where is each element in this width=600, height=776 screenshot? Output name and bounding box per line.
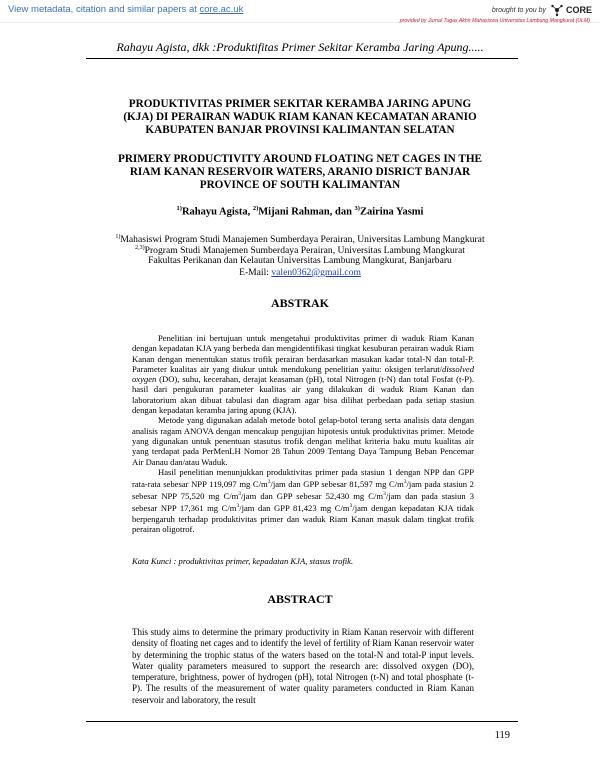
title-en-line-2: RIAM KANAN RESERVOIR WATERS, ARANIO DISRICT BANJAR	[129, 166, 471, 178]
keywords: Kata Kunci : produktivitas primer, kepadatan KJA, stasus trofik.	[132, 556, 354, 566]
abstract-paragraph-1: This study aims to determine the primary productivity in Riam Kanan reservoir with different density of floating net cages and to identify the level of fertility of Riam Kanan reservoir water by determining the trophic status of the waters based on the total-N and total-P input levels. Water quality parameters measured to support the research are: dissolved oxygen (DO), temperature, brightness, power of hydrogen (pH), total Nitrogen (t-N) and total phosphate (t-P). The results of the measurement of water quality parameters conducted in Riam Kanan reservoir and laboratory, the result	[132, 627, 474, 705]
footer-rule	[86, 721, 518, 722]
abstrak-p3-f: /jam dan GPP 81,423 mg C/m	[239, 503, 350, 514]
core-logo-icon	[550, 3, 564, 17]
affiliation-2-text: Program Studi Manajemen Sumberdaya Perairan, Universitas Lambung Mangkurat	[144, 245, 465, 257]
abstrak-paragraph-2: Metode yang digunakan adalah metode botol gelap-botol terang serta analisis data dengan analisis ragam ANOVA dengan mencakup pengujian hipotesis untuk produktivitas primer. Metode yang digunakan untuk penentuan stasutus trofik dengan melihat kriteria baku mutu kualitas air yang terdapat pada PerMenLH Nomor 28 Tahun 2009 Tentang Daya Tampung Beban Pencemar Air Danau dan/atau Waduk.	[132, 415, 474, 467]
abstrak-p3-b: /jam dan GPP sebesar 81,597 mg C/m	[270, 479, 404, 490]
title-id-line-2: (KJA) DI PERAIRAN WADUK RIAM KANAN KECAMATAN ARANIO	[123, 111, 477, 123]
abstrak-p3-sup3: 3	[238, 491, 242, 498]
email-label: E-Mail:	[239, 267, 272, 278]
abstrak-p3-sup5: 3	[236, 503, 240, 510]
abstract-heading: ABSTRACT	[267, 592, 333, 606]
core-link[interactable]: core.ac.uk	[199, 4, 244, 15]
affiliation-2-sup: 2,3)	[135, 245, 145, 251]
abstrak-p3-sup2: 3	[403, 479, 407, 486]
abstrak-heading: ABSTRAK	[270, 296, 329, 310]
author-1: Rahayu Agista,	[181, 206, 253, 218]
abstrak-p3-sup1: 3	[267, 479, 271, 486]
core-logo	[550, 3, 592, 17]
abstrak-p3-sup4: 3	[383, 491, 386, 498]
abstrak-paragraph-3	[132, 467, 474, 534]
abstrak-p3-e: /jam dan pada stasiun 3 sebesar NPP 17,361 mg C/m	[132, 491, 475, 514]
header-rule	[86, 58, 518, 59]
provided-by-text: provided by Jurnal Tugas Akhir Mahasiswa Universitas Lambung Mangkurat (ULM)	[399, 18, 590, 24]
author-2: Mijani Rahman, dan	[258, 206, 355, 218]
abstrak-paragraph-1	[132, 333, 474, 415]
abstract-body	[132, 627, 474, 706]
email-line	[60, 267, 540, 279]
title-indonesian	[80, 98, 520, 137]
abstrak-p3-g: /jam dengan kepadatan KJA tidak berpengaruh terhadap produktivitas primer dan waduk Riam Kanan masuk dalam tingkat trofik perairan oligotrof.	[132, 503, 475, 534]
abstrak-p1-text-a: Penelitian ini bertujuan untuk mengetahui produktivitas primer di waduk Riam Kanan dengan kepadatan KJA yang berbeda dan mengidentifikasi tingkat kesuburan perairan waduk Riam Kanan dengan menentukan status trofik perairan berdasarkan masukan kadar total-N dan total-P. Parameter kualitas air yang diukur untuk mendukung penelitian yaitu: oksigen terlarut/	[132, 333, 474, 374]
title-en-line-1: PRIMERY PRODUCTIVITY AROUND FLOATING NET CAGES IN THE	[118, 153, 482, 165]
abstrak-p3-d: /jam dan GPP sebesar 52,430 mg C/m	[241, 491, 384, 502]
abstrak-p1-italic: dissolved oxygen	[132, 363, 474, 385]
title-id-line-1: PRODUKTIVITAS PRIMER SEKITAR KERAMBA JARING APUNG	[128, 98, 472, 110]
metadata-link-line	[8, 4, 243, 15]
authors	[80, 205, 520, 218]
brought-by-text: brought to you by	[491, 6, 546, 14]
abstrak-p3-a: Hasil penelitian menunjukkan produktivitas primer pada stasiun 1 dengan NPP dan GPP rata-rata sebesar NPP 119,097 mg C/m	[132, 466, 474, 490]
author-2-sup: 2)	[252, 205, 259, 212]
affiliation-1-sup: 1)	[115, 234, 121, 240]
page-number: 119	[494, 730, 510, 741]
abstrak-p1-text-b: (DO), suhu, kecerahan, derajat keasaman (pH), total Nitrogen (t-N) dan total Fosfat (t-P). hasil dari pengukuran parameter kualitas air yang dilakukan di waduk Riam Kanan dan laboratorium akan dibuat tabulasi dan diagram agar bisa dilihat perbedaan pada setiap stasiun dengan kepadatan keramba jaring apung (KJA).	[132, 374, 474, 416]
abstrak-p3-c: /jam pada stasiun 2 sebesar NPP 75,520 mg C/m	[132, 479, 474, 502]
title-english	[80, 153, 520, 192]
core-label: CORE	[565, 5, 592, 15]
title-id-line-3: KABUPATEN BANJAR PROVINSI KALIMANTAN SELATAN	[145, 124, 455, 136]
brought-by-core[interactable]	[492, 3, 592, 17]
abstrak-p3-sup6: 3	[349, 503, 353, 510]
author-3-sup: 3)	[354, 205, 360, 212]
author-3: Zairina Yasmi	[359, 206, 424, 218]
affiliation-1-text: Mahasiswi Program Studi Manajemen Sumberdaya Perairan, Universitas Lambung Mangkurat	[120, 234, 485, 246]
metadata-link-prefix: View metadata, citation and similar papers at	[8, 4, 200, 15]
running-head: Rahayu Agista, dkk :Produktifitas Primer Sekitar Keramba Jaring Apung.....	[116, 40, 484, 54]
faculty-line: Fakultas Perikanan dan Kelautan Universitas Lambung Mangkurat, Banjarbaru	[148, 255, 452, 266]
author-1-sup: 1)	[176, 205, 182, 212]
title-en-line-3: PROVINCE OF SOUTH KALIMANTAN	[199, 179, 401, 191]
email-link[interactable]: valen0362@gmail.com	[271, 267, 361, 278]
abstrak-body	[132, 333, 474, 534]
